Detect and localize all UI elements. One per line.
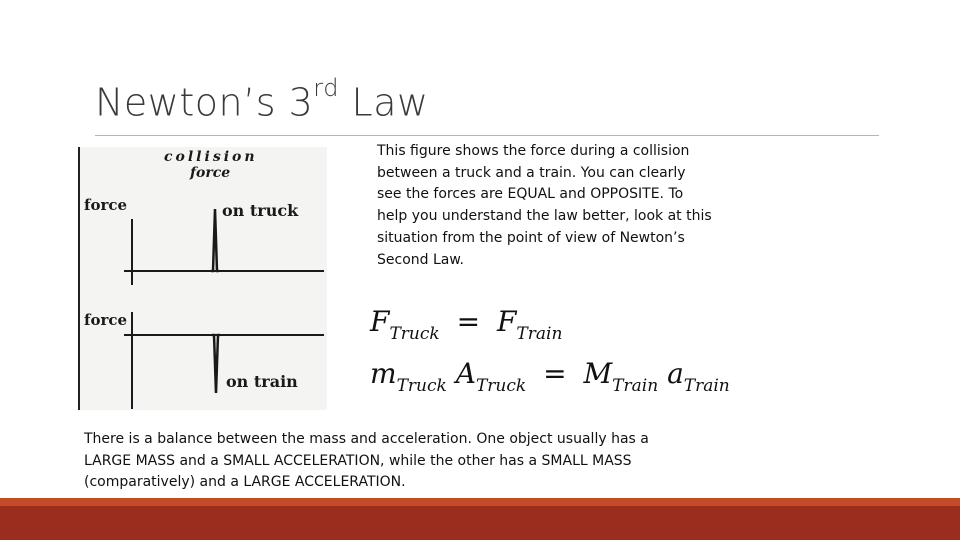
bottom-axis-label: force bbox=[84, 311, 128, 329]
figure-heading-collision: collision bbox=[164, 149, 258, 165]
train-force-spike bbox=[212, 335, 220, 393]
eq2-a2-sub: Train bbox=[683, 376, 730, 396]
slide-title-end: Law bbox=[338, 80, 429, 125]
eq2-M-sub: Train bbox=[612, 376, 659, 396]
balance-explanation: There is a balance between the mass and acceleration. One object usually has a LARGE MASS and a SMALL ACCELERATION, while the other has a SMALL MASS (comparatively) and a LARGE ACCELERATION. bbox=[84, 431, 649, 490]
footer-band-highlight bbox=[0, 498, 960, 506]
equation-force-equality bbox=[370, 305, 563, 344]
eq2-equals: = bbox=[543, 357, 567, 390]
eq2-a: A bbox=[455, 357, 476, 390]
eq1-lhs-sub: Truck bbox=[389, 324, 440, 344]
footer-band bbox=[0, 506, 960, 540]
eq1-rhs: F bbox=[496, 305, 517, 338]
eq1-lhs: F bbox=[370, 305, 390, 338]
figure-description: This figure shows the force during a collision between a truck and a train. You can clearly see the forces are EQUAL and OPPOSITE. To help you understand the law better, look at this situation from the point of view of Newton’s Second Law. bbox=[377, 143, 712, 268]
eq2-m-sub: Truck bbox=[396, 376, 447, 396]
eq2-M: M bbox=[583, 357, 613, 390]
eq1-rhs-sub: Train bbox=[516, 324, 563, 344]
collision-force-figure bbox=[78, 147, 327, 410]
eq2-a2: a bbox=[667, 357, 684, 390]
equation-mass-acceleration bbox=[370, 357, 730, 396]
slide-title-main: Newton’s 3 bbox=[95, 80, 314, 125]
eq1-equals: = bbox=[456, 305, 481, 338]
top-spike-label: on truck bbox=[222, 201, 299, 220]
eq2-m: m bbox=[370, 357, 397, 390]
truck-force-spike bbox=[211, 209, 219, 271]
eq2-a-sub: Truck bbox=[475, 376, 527, 396]
bottom-spike-label: on train bbox=[226, 372, 298, 391]
slide-title bbox=[95, 74, 429, 125]
title-divider bbox=[95, 135, 879, 136]
collision-force-graph bbox=[80, 147, 327, 410]
slide-title-superscript: rd bbox=[313, 74, 339, 102]
top-axis-label: force bbox=[84, 196, 128, 214]
figure-heading-force: force bbox=[190, 165, 231, 181]
